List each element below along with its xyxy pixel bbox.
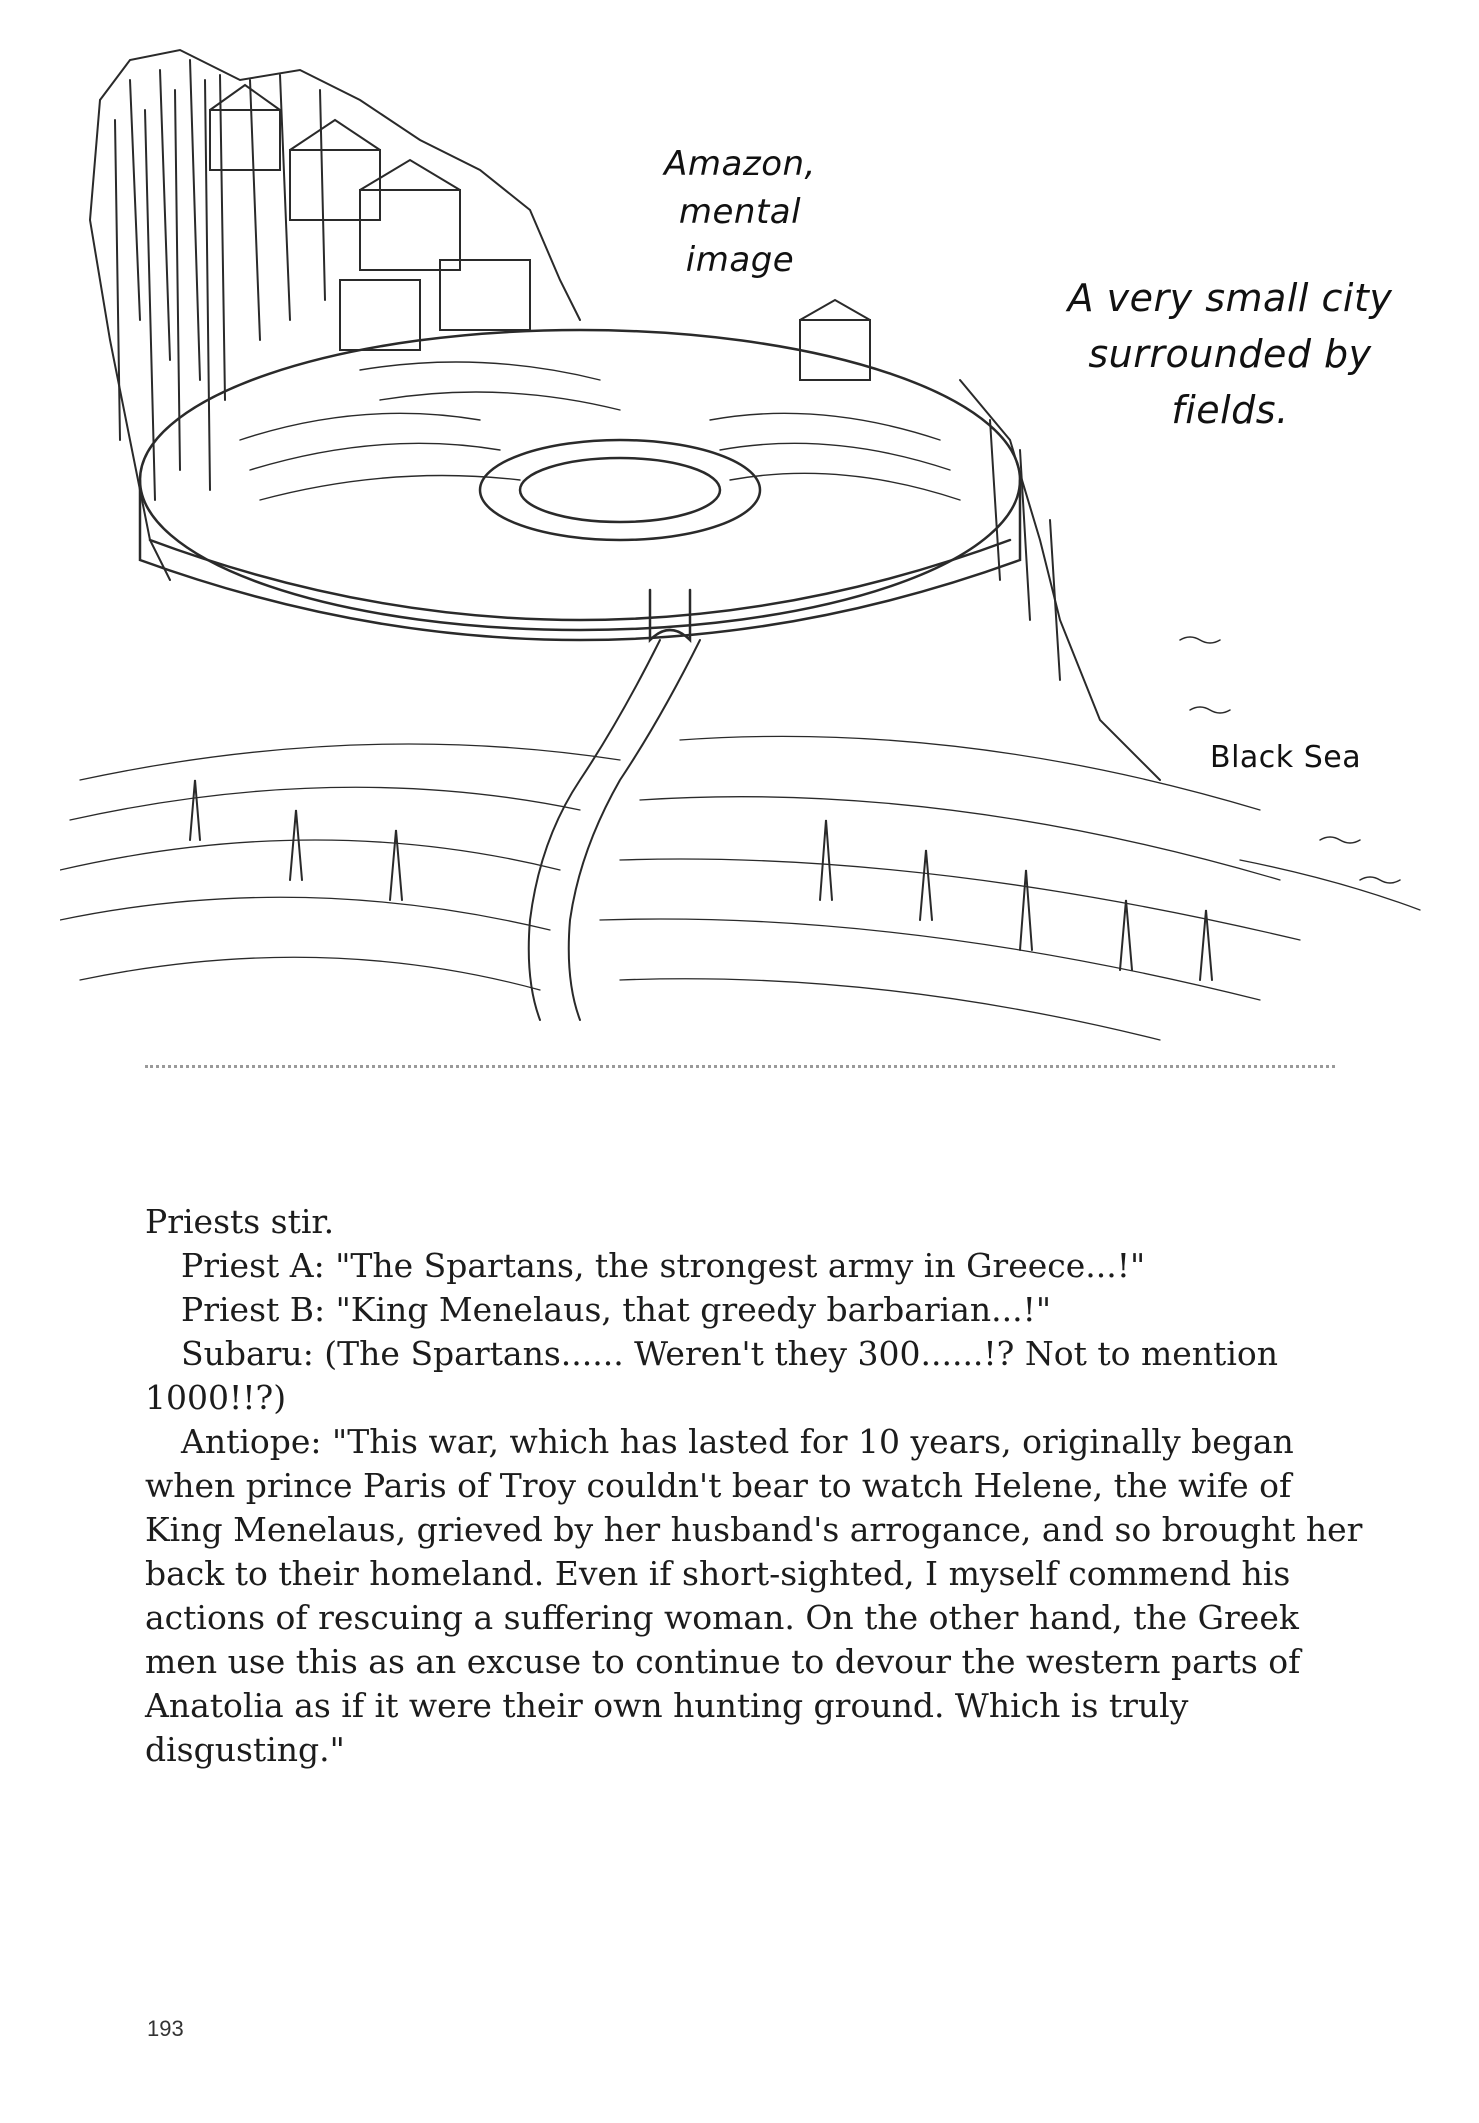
dotted-divider [145, 1065, 1335, 1068]
caption-line: Amazon, [664, 144, 816, 184]
caption-black-sea: Black Sea [1210, 740, 1362, 775]
tree-sketches [190, 780, 1212, 980]
paragraph: Subaru: (The Spartans...... Weren't they 300......!? Not to mention 1000!!?) [145, 1334, 1278, 1417]
paragraph: Priests stir. [145, 1202, 335, 1241]
city-wall-sketch [140, 330, 1020, 640]
cliff-sketch [90, 50, 580, 580]
caption-amazon-mental-image [620, 140, 860, 284]
caption-line: A very small city [1067, 276, 1393, 320]
paragraph: Antiope: "This war, which has lasted for 10 years, originally began when prince Paris of Troy couldn't bear to watch Helene, the wife of King Menelaus, grieved by her husband's arrogance, and so brought her back to their homeland. Even if short-sighted, I myself commend his actions of rescuing a suffering woman. On the other hand, the Greek men use this as an excuse to continue to devour the western parts of Anatolia as if it were their own hunting ground. Which is truly disgusting." [145, 1422, 1363, 1769]
body-text [145, 1200, 1375, 1772]
page-number: 193 [147, 2016, 184, 2041]
terraced-fields-sketch [60, 736, 1420, 1040]
caption-small-city [1040, 270, 1420, 438]
road-sketch [529, 640, 700, 1020]
paragraph: Priest A: "The Spartans, the strongest army in Greece...!" [181, 1246, 1146, 1285]
field-rows-inside [240, 362, 960, 500]
right-cliff-sketch [960, 380, 1160, 780]
caption-line: mental image [678, 192, 802, 280]
caption-line: surrounded by fields. [1088, 332, 1372, 432]
paragraph: Priest B: "King Menelaus, that greedy barbarian...!" [181, 1290, 1052, 1329]
